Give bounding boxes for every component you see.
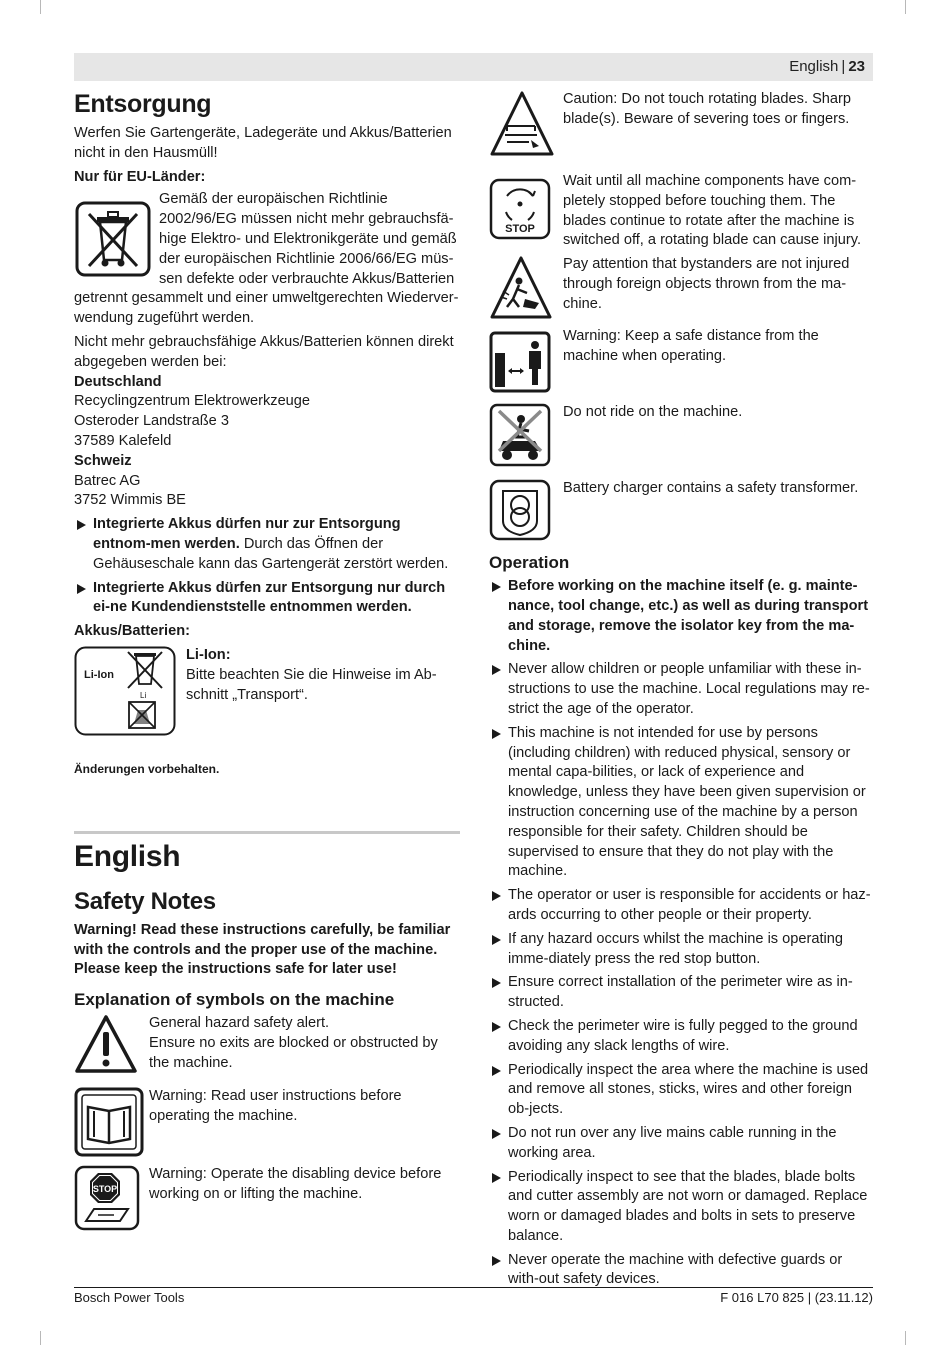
symbol-text: Pay attention that bystanders are not injured through foreign objects thrown from the ma-chine.	[563, 256, 850, 312]
operation-bullet: This machine is not intended for use by persons (including children) with reduced physical, sensory or mental capa-bilities, or lack of experience and knowledge, unless they have been given supervision or instruction concerning use of the machine by a person responsible for their safety. Children should be supervised to ensure that they do not play with the machine.	[489, 724, 874, 882]
symbol-row-disabling-device	[74, 1165, 460, 1231]
stop-manual-icon	[74, 1165, 149, 1231]
no-ride-icon	[489, 403, 563, 467]
liion-text-block	[186, 646, 460, 705]
disposal-bullet	[74, 515, 460, 574]
de-label: Deutschland	[74, 373, 162, 390]
symbol-row-transformer	[489, 479, 874, 541]
akkus-label: Akkus/Batterien:	[74, 623, 190, 640]
de-address-line: Recyclingzentrum Elektrowerkzeuge	[74, 393, 311, 410]
symbol-text: Warning: Operate the disabling device before working on or lifting the machine.	[149, 1166, 442, 1202]
page-header-text: English | 23	[789, 58, 865, 75]
footer-docnumber: F 016 L70 825 | (23.11.12)	[720, 1290, 873, 1305]
book-icon	[74, 1087, 149, 1157]
liion-text: Bitte beachten Sie die Hinweise im Ab-schnitt „Transport“.	[186, 666, 437, 703]
de-address-line: 37589 Kalefeld	[74, 432, 172, 449]
crop-mark	[905, 1331, 906, 1345]
weee-line: hige Elektro- und Elektronikgeräte und gemäß	[159, 230, 457, 247]
crop-mark	[905, 0, 906, 14]
symbol-row-read-manual	[74, 1087, 460, 1157]
weee-line: Gemäß der europäischen Richtlinie	[159, 191, 388, 208]
stop-rotation-icon	[489, 178, 563, 240]
liion-recycle-icon	[74, 646, 186, 736]
entsorgung-paragraph: Werfen Sie Gartengeräte, Ladegeräte und Akkus/Batterien nicht in den Hausmüll!	[74, 125, 452, 161]
eu-label: Nur für EU-Länder:	[74, 168, 206, 185]
de-address-line: Osteroder Landstraße 3	[74, 413, 229, 430]
crop-mark	[40, 1331, 41, 1345]
weee-line: 2002/96/EG müssen nicht mehr gebrauchsfä-	[159, 211, 454, 228]
entsorgung-title: Entsorgung	[74, 90, 212, 118]
operation-list	[489, 577, 874, 1290]
crop-mark	[40, 0, 41, 14]
liion-label: Li-Ion:	[186, 646, 231, 663]
transformer-icon	[489, 479, 563, 541]
thrown-objects-icon	[489, 255, 563, 321]
symbol-row-blades	[489, 90, 874, 158]
weee-bin-icon	[74, 200, 159, 278]
disposal-bullet	[74, 579, 460, 619]
symbol-text: Ensure no exits are blocked or obstructed by the machine.	[149, 1034, 438, 1071]
page-number: 23	[848, 58, 865, 75]
ch-address-line: Batrec AG	[74, 472, 141, 489]
symbol-text: Warning: Keep a safe distance from the machine when operating.	[563, 328, 819, 364]
ch-address-line: 3752 Wimmis BE	[74, 492, 186, 509]
bullet-text: Durch das Öffnen der Gehäuseschale kann das Gartengerät zerstört werden.	[93, 535, 449, 572]
symbol-text: Battery charger contains a safety transformer.	[563, 480, 859, 497]
symbol-row-no-ride	[489, 403, 874, 467]
bullet-bold: Integrierte Akkus dürfen zur Entsorgung nur durch ei-ne Kundendienststelle entnommen werden.	[93, 579, 446, 616]
operation-bullet: Never operate the machine with defective guards or with-out safety devices.	[489, 1251, 874, 1291]
stop-label: STOP	[92, 1184, 118, 1195]
english-title: English	[74, 839, 181, 873]
warning-paragraph: Warning! Read these instructions carefully, be familiar with the controls and the proper use of the machine. Please keep the instructions safe for later use!	[74, 921, 451, 978]
symbol-text: Warning: Read user instructions before operating the machine.	[149, 1088, 402, 1124]
page-header	[74, 53, 873, 81]
liion-block	[74, 646, 460, 736]
liion-icon-text: Li-Ion	[84, 668, 114, 681]
header-language: English	[789, 58, 839, 75]
symbol-row-wait-stop	[489, 172, 874, 251]
symbol-row-distance	[489, 327, 874, 393]
safety-notes-title: Safety Notes	[74, 887, 216, 915]
weee-line: der europäischen Richtlinie 2006/66/EG müs-	[159, 250, 454, 267]
section-divider	[74, 831, 460, 834]
ch-label: Schweiz	[74, 452, 132, 469]
footer-divider	[74, 1287, 873, 1288]
symbol-text: Caution: Do not touch rotating blades. Sharp blade(s). Beware of severing toes or fingers.	[563, 91, 852, 127]
symbol-text: General hazard safety alert.	[149, 1015, 330, 1032]
left-column	[74, 88, 460, 1231]
right-column	[489, 90, 874, 1290]
operation-bullet: Ensure correct installation of the perimeter wire as in-structed.	[489, 973, 874, 1013]
safe-distance-icon	[489, 331, 563, 393]
operation-title: Operation	[489, 553, 570, 573]
weee-block	[74, 190, 460, 289]
operation-bullet: Periodically inspect to see that the blades, blade bolts and cutter assembly are not worn or damaged. Replace worn or damaged blades and bolts in sets to preserve balance.	[489, 1168, 874, 1247]
changes-note: Änderungen vorbehalten.	[74, 761, 220, 776]
symbol-row-bystanders	[489, 255, 874, 321]
weee-text	[159, 190, 460, 289]
operation-bullet: If any hazard occurs whilst the machine is operating imme-diately press the red stop button.	[489, 930, 874, 970]
operation-bullet: Check the perimeter wire is fully pegged to the ground avoiding any slack lengths of wire.	[489, 1017, 874, 1057]
bullet-bold: Integrierte Akkus dürfen nur zur Entsorgung entnom-men werden.	[93, 516, 401, 552]
symbol-row-general-hazard	[74, 1014, 460, 1074]
operation-bullet: The operator or user is responsible for accidents or haz-ards occurring to other people or their property.	[489, 886, 874, 926]
symbol-text: Wait until all machine components have com-pletely stopped before touching them. The blades continue to rotate after the machine is switched off, a rotating blade can cause injury.	[563, 173, 861, 249]
blade-warning-icon	[489, 90, 563, 158]
weee-continuation: getrennt gesammelt und einer umweltgerechten Wiederver-wendung zugeführt werden.	[74, 290, 459, 327]
operation-bullet: Never allow children or people unfamiliar with these in-structions to use the machine. Local regulations may re-strict the age of the operator.	[489, 660, 874, 719]
hazard-triangle-icon	[74, 1014, 149, 1074]
symbols-title: Explanation of symbols on the machine	[74, 990, 395, 1010]
operation-bullet: Periodically inspect the area where the machine is used and remove all stones, sticks, wires and other foreign ob-jects.	[489, 1061, 874, 1120]
stop-label: STOP	[505, 223, 535, 235]
footer-brand: Bosch Power Tools	[74, 1290, 185, 1305]
akku-paragraph: Nicht mehr gebrauchsfähige Akkus/Batterien können direkt abgegeben werden bei:	[74, 333, 454, 370]
operation-bullet: Do not run over any live mains cable running in the working area.	[489, 1124, 874, 1164]
symbol-text: Do not ride on the machine.	[563, 404, 743, 421]
liion-small-text: Li	[140, 690, 147, 700]
weee-line: sen defekte oder verbrauchte Akkus/Batterien	[159, 270, 455, 287]
operation-bullet: Before working on the machine itself (e. g. mainte-nance, tool change, etc.) as well as during transport and storage, remove the isolator key from the ma-chine.	[489, 577, 874, 656]
